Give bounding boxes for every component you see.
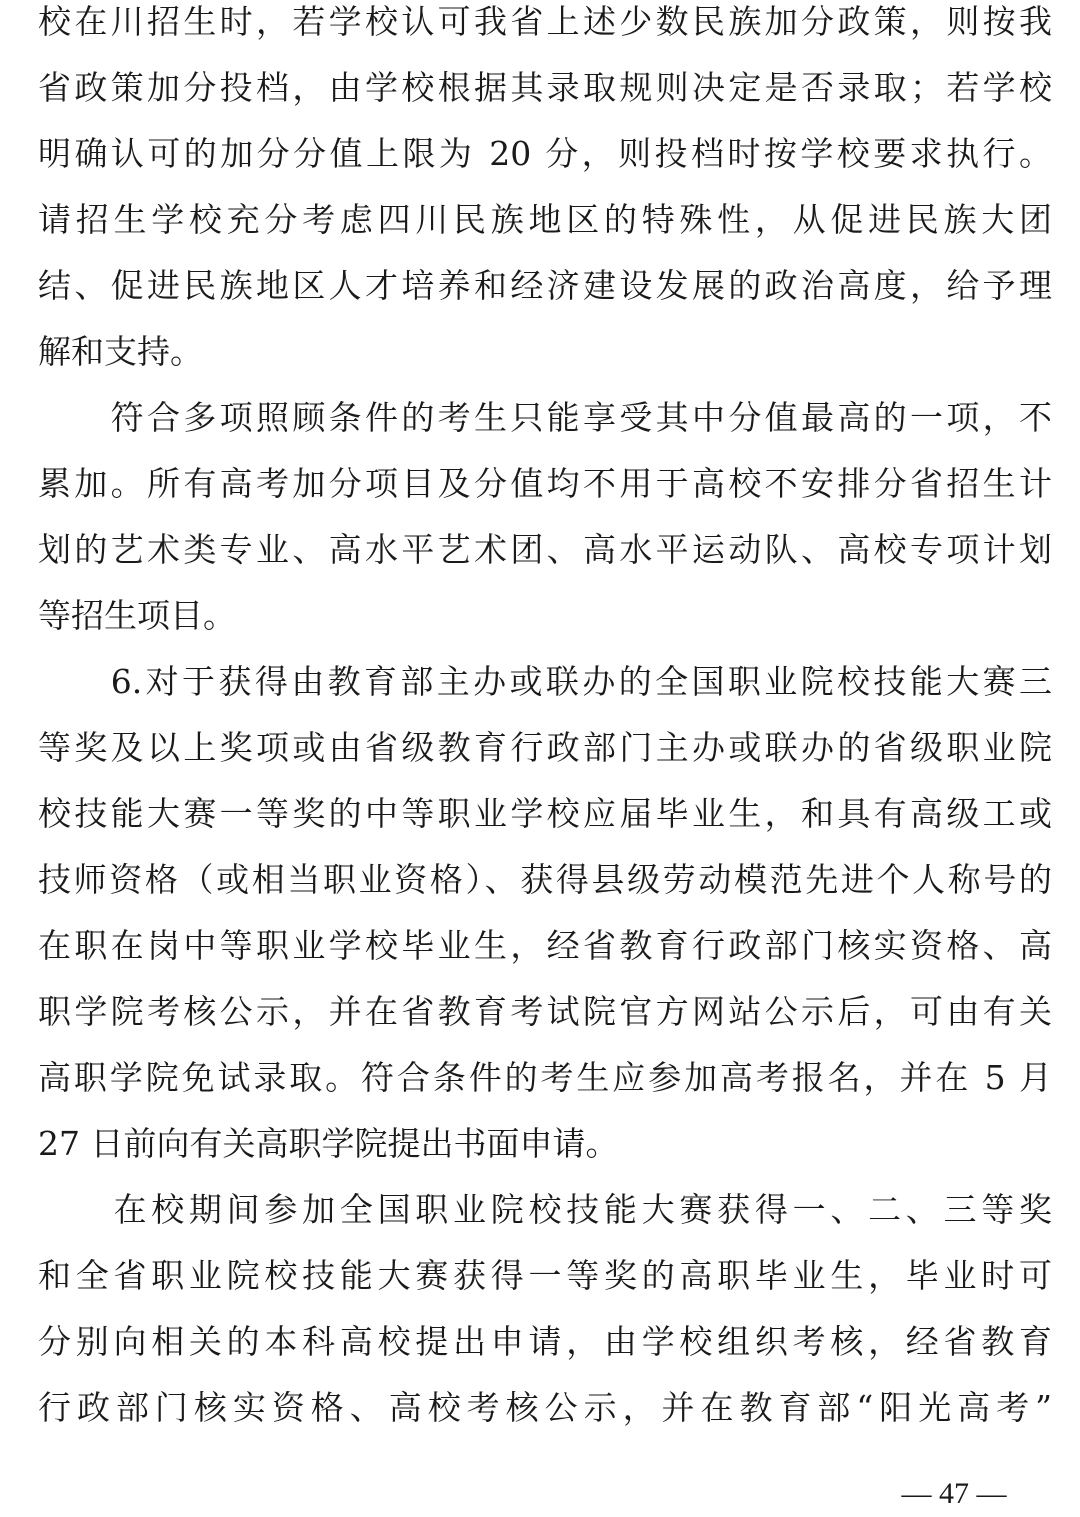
text-line: 分别向相关的本科高校提出申请，由学校组织考核，经省教育 xyxy=(38,1322,1052,1361)
text-line: 校技能大赛一等奖的中等职业学校应届毕业生，和具有高级工或 xyxy=(38,794,1052,833)
text-line: 省政策加分投档，由学校根据其录取规则决定是否录取；若学校 xyxy=(38,68,1052,107)
text-line: 累加。所有高考加分项目及分值均不用于高校不安排分省招生计 xyxy=(38,464,1052,503)
text-line: 符合多项照顾条件的考生只能享受其中分值最高的一项，不 xyxy=(38,398,1052,437)
text-line: 在校期间参加全国职业院校技能大赛获得一、二、三等奖 xyxy=(38,1190,1052,1229)
text-line: 明确认可的加分分值上限为 20 分，则投档时按学校要求执行。 xyxy=(38,134,1052,173)
text-line: 高职学院免试录取。符合条件的考生应参加高考报名，并在 5 月 xyxy=(38,1058,1052,1097)
text-line: 划的艺术类专业、高水平艺术团、高水平运动队、高校专项计划 xyxy=(38,530,1052,569)
text-line: 职学院考核公示，并在省教育考试院官方网站公示后，可由有关 xyxy=(38,992,1052,1031)
text-line: 和全省职业院校技能大赛获得一等奖的高职毕业生，毕业时可 xyxy=(38,1256,1052,1295)
text-line: 技师资格（或相当职业资格）、获得县级劳动模范先进个人称号的 xyxy=(38,860,1052,899)
text-line: 等招生项目。 xyxy=(38,596,236,635)
text-line: 行政部门核实资格、高校考核公示，并在教育部“阳光高考” xyxy=(38,1388,1052,1427)
text-line: 27 日前向有关高职学院提出书面申请。 xyxy=(38,1124,619,1163)
text-line: 在职在岗中等职业学校毕业生，经省教育行政部门核实资格、高 xyxy=(38,926,1052,965)
text-line: 等奖及以上奖项或由省级教育行政部门主办或联办的省级职业院 xyxy=(38,728,1052,767)
text-line: 结、促进民族地区人才培养和经济建设发展的政治高度，给予理 xyxy=(38,266,1052,305)
text-line: 解和支持。 xyxy=(38,332,203,371)
text-line: 校在川招生时，若学校认可我省上述少数民族加分政策，则按我 xyxy=(38,2,1052,41)
text-line: 6.对于获得由教育部主办或联办的全国职业院校技能大赛三 xyxy=(38,662,1052,701)
text-line: 请招生学校充分考虑四川民族地区的特殊性，从促进民族大团 xyxy=(38,200,1052,239)
page-number: — 47 — xyxy=(901,1477,1007,1510)
